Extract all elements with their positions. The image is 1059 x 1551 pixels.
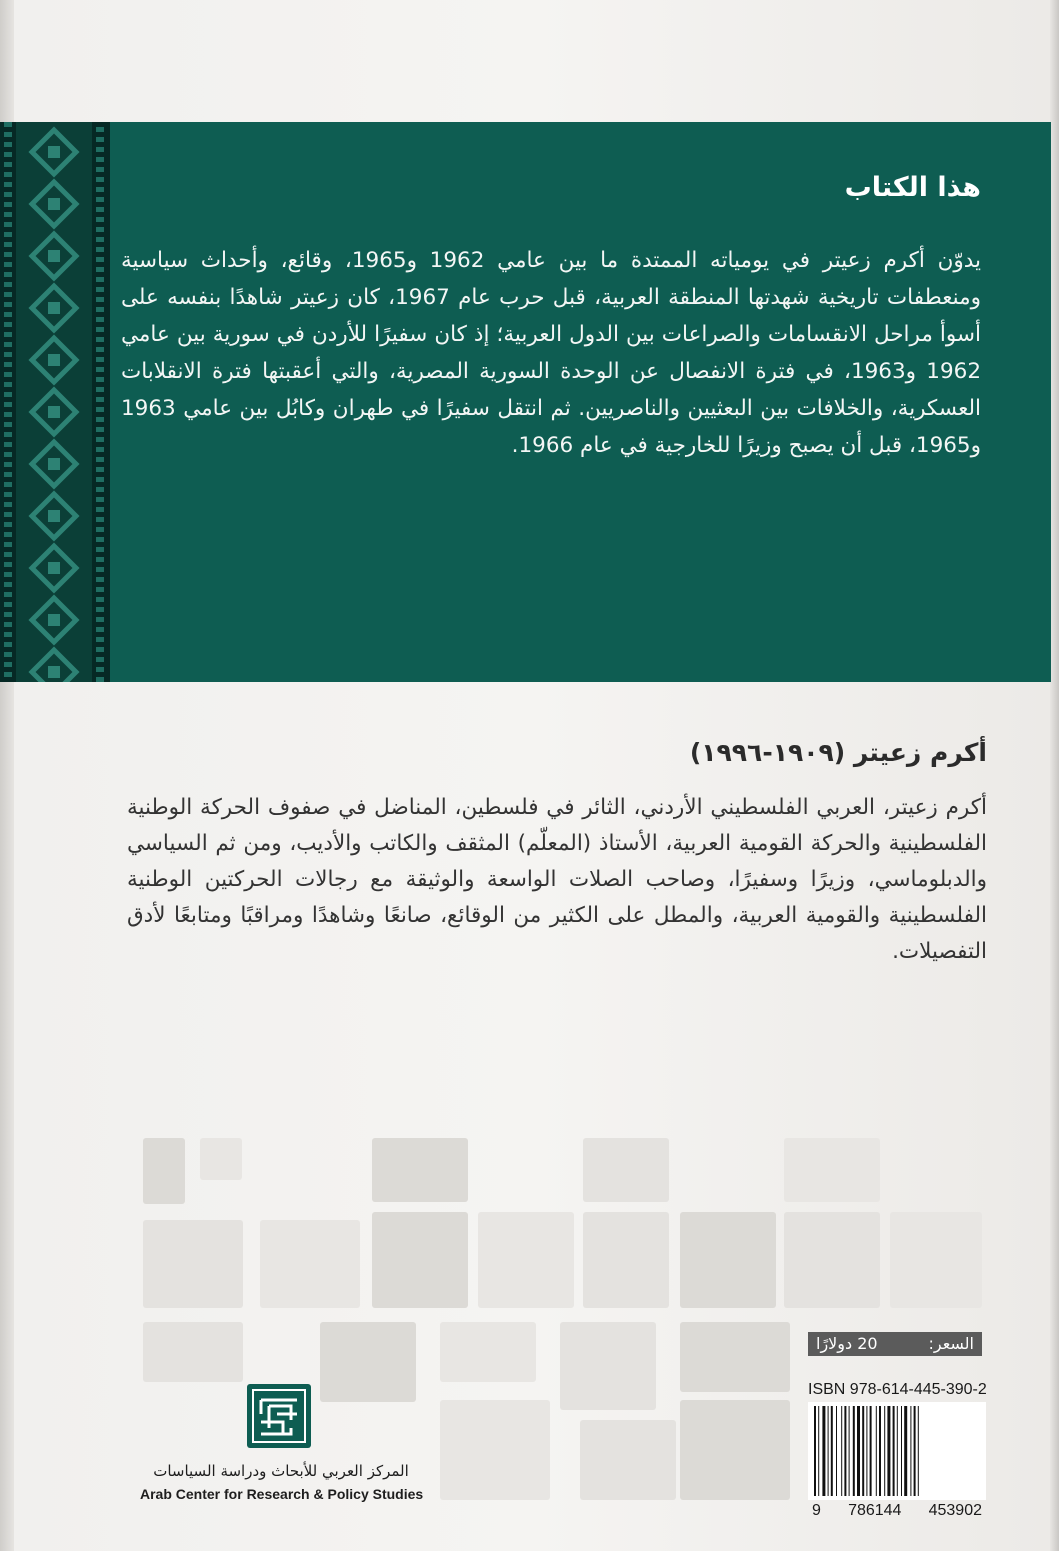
green-band (0, 122, 1051, 682)
embroidery-pattern-icon (0, 122, 110, 682)
about-book-heading: هذا الكتاب (844, 172, 981, 203)
price-label: السعر: (928, 1334, 974, 1353)
author-bio-text: أكرم زعيتر، العربي الفلسطيني الأردني، الثائر في فلسطين، المناضل في صفوف الحركة الوطنية الفلسطينية والحركة القومية العربية، الأستاذ (المعلّم) المثقف والكاتب والأديب، ومن ثم السياسي والدبلوماسي، وزيرًا وسفيرًا، وصاحب الصلات الواسعة والوثيقة مع رجالات الحركتين الوطنية الفلسطينية والقومية العربية، والمطل على الكثير من الوقائع، صانعًا وشاهدًا ومراقبًا ومتابعًا لأدق التفصيلات. (127, 795, 987, 964)
author-heading: أكرم زعيتر (١٩٠٩-١٩٩٦) (689, 738, 987, 767)
publisher-name-english: Arab Center for Research & Policy Studies (140, 1486, 424, 1502)
barcode-digits-left: 786144 (848, 1502, 902, 1519)
publisher-logo-icon (247, 1384, 311, 1448)
barcode-digits-right: 453902 (928, 1502, 982, 1519)
edge-shadow (1050, 0, 1059, 1551)
barcode-digit-prefix: 9 (812, 1502, 821, 1519)
isbn-text: ISBN 978-614-445-390-2 (808, 1381, 987, 1398)
barcode-digits (808, 1502, 986, 1520)
about-book-text: يدوّن أكرم زعيتر في يومياته الممتدة ما بين عامي 1962 و1965، وقائع، وأحداث سياسية ومنعطفات تاريخية شهدتها المنطقة العربية، قبل حرب عام 1967، كان زعيتر شاهدًا بنفسه على أسوأ مراحل الانقسامات والصراعات بين الدول العربية؛ إذ كان سفيرًا للأردن في سورية بين عامي 1962 و1963، في فترة الانفصال عن الوحدة السورية المصرية، والتي أعقبتها فترة الانقلابات العسكرية، والخلافات بين البعثيين والناصريين. ثم انتقل سفيرًا في طهران وكابُل بين عامي 1963 و1965، قبل أن يصبح وزيرًا للخارجية في عام 1966. (121, 248, 982, 458)
price-tag (808, 1332, 982, 1356)
publisher-name-arabic: المركز العربي للأبحاث ودراسة السياسات (153, 1462, 409, 1480)
barcode-icon (808, 1402, 986, 1500)
price-value: 20 دولارًا (816, 1334, 878, 1353)
